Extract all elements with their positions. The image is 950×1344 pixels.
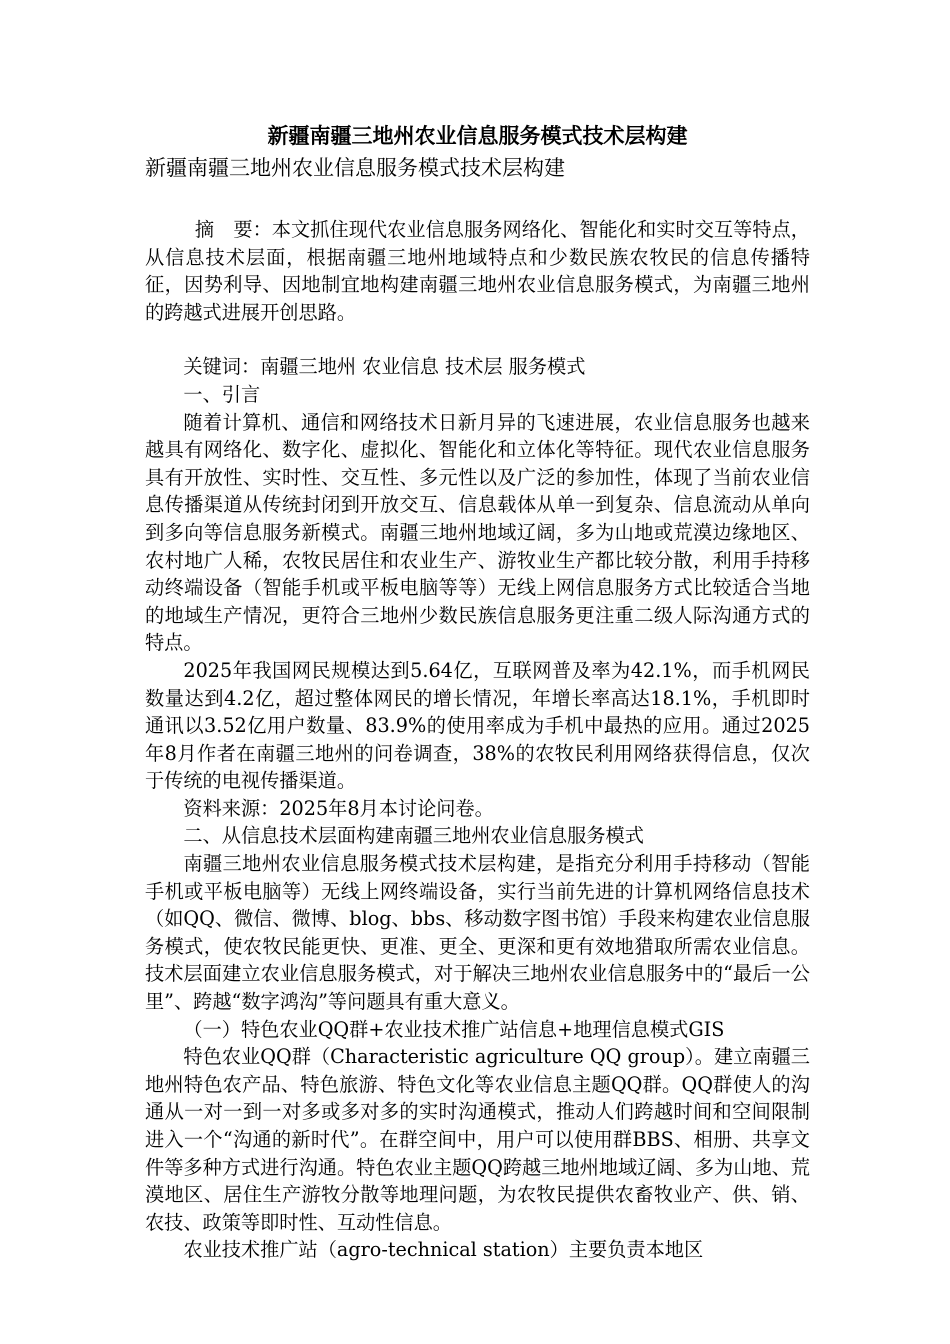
body-paragraph: 农业技术推广站（agro-technical station）主要负责本地区 — [183, 1238, 704, 1262]
document-subtitle: 新疆南疆三地州农业信息服务模式技术层构建 — [145, 156, 565, 180]
subsection-heading-qq-group: （一）特色农业QQ群+农业技术推广站信息+地理信息模式GIS — [183, 1017, 725, 1041]
body-paragraph: 随着计算机、通信和网络技术日新月异的飞速进展，农业信息服务也越来越具有网络化、数字化、虚拟化、智能化和立体化等特征。现代农业信息服务具有开放性、实时性、交互性、多元性以及广泛的参加性，体现了当前农业信息传播渠道从传统封闭到开放交互、信息载体从单一到复杂、信息流动从单向到多向等信息服务新模式。南疆三地州地域辽阔，多为山地或荒漠边缘地区、农村地广人稀，农牧民居住和农业生产、游牧业生产都比较分散，利用手持移动终端设备（智能手机或平板电脑等等）无线上网信息服务方式比较适合当地的地域生产情况，更符合三地州少数民族信息服务更注重二级人际沟通方式的特点。 — [145, 410, 810, 655]
keywords-line: 关键词：南疆三地州 农业信息 技术层 服务模式 — [183, 355, 586, 379]
section-heading-introduction: 一、引言 — [183, 382, 261, 406]
source-note: 资料来源：2025年8月本讨论问卷。 — [183, 796, 494, 820]
body-paragraph: 南疆三地州农业信息服务模式技术层构建，是指充分利用手持移动（智能手机或平板电脑等）无线上网终端设备，实行当前先进的计算机网络信息技术（如QQ、微信、微博、blog、bbs、移动数字图书馆）手段来构建农业信息服务模式，使农牧民能更快、更准、更全、更深和更有效地猎取所需农业信息。技术层面建立农业信息服务模式，对于解决三地州农业信息服务中的“最后一公里”、跨越“数字鸿沟”等问题具有重大意义。 — [145, 852, 810, 1014]
abstract-paragraph: 摘 要：本文抓住现代农业信息服务网络化、智能化和实时交互等特点，从信息技术层面，根据南疆三地州地域特点和少数民族农牧民的信息传播特征，因势利导、因地制宜地构建南疆三地州农业信息服务模式，为南疆三地州的跨越式进展开创思路。 — [145, 218, 810, 324]
blank-line — [145, 326, 810, 353]
body-paragraph: 2025年我国网民规模达到5.64亿，互联网普及率为42.1%，而手机网民数量达到4.2亿，超过整体网民的增长情况，年增长率高达18.1%，手机即时通讯以3.52亿用户数量、83.9%的使用率成为手机中最热的应用。通过2025年8月作者在南疆三地州的问卷调查，38%的农牧民利用网络获得信息，仅次于传统的电视传播渠道。 — [145, 658, 810, 793]
blank-line — [145, 184, 810, 216]
body-paragraph: 特色农业QQ群（Characteristic agriculture QQ group）。建立南疆三地州特色农产品、特色旅游、特色文化等农业信息主题QQ群。QQ群使人的沟通从一对一到一对多或多对多的实时沟通模式，推动人们跨越时间和空间限制进入一个“沟通的新时代”。在群空间中，用户可以使用群BBS、相册、共享文件等多种方式进行沟通。特色农业主题QQ跨越三地州地域辽阔、多为山地、荒漠地区、居住生产游牧分散等地理问题，为农牧民提供农畜牧业产、供、销、农技、政策等即时性、互动性信息。 — [145, 1045, 810, 1234]
document-page — [145, 120, 810, 1264]
section-heading-technical-layer: 二、从信息技术层面构建南疆三地州农业信息服务模式 — [183, 824, 644, 848]
document-title: 新疆南疆三地州农业信息服务模式技术层构建 — [267, 123, 688, 148]
